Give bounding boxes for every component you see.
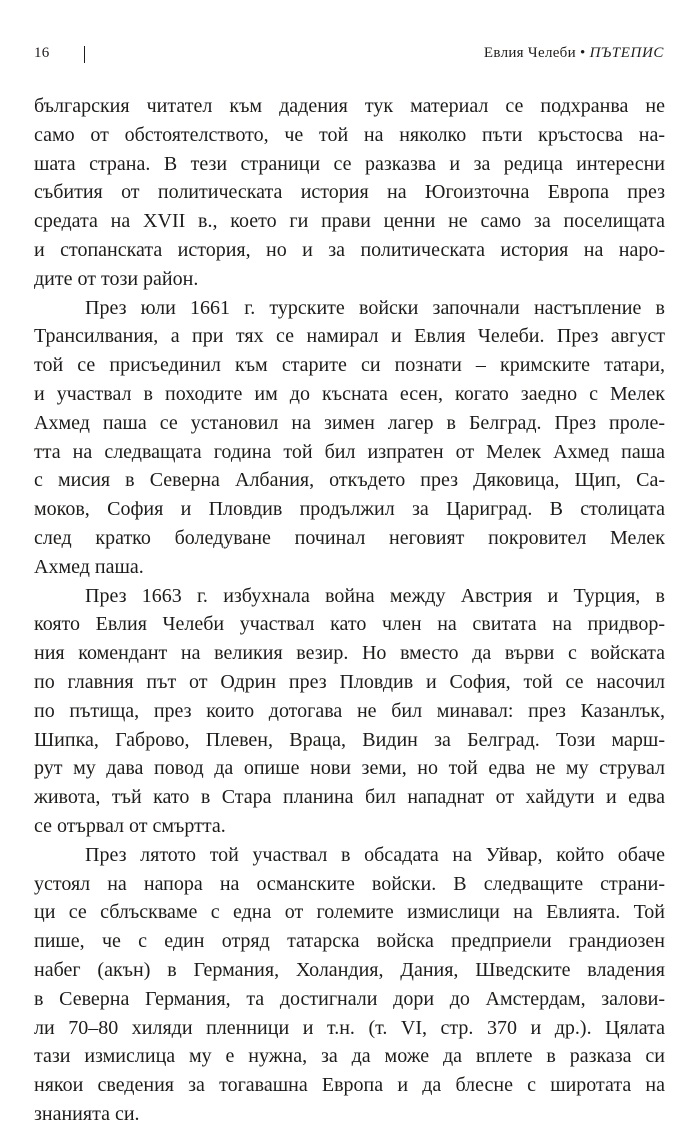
text-line: тази измислица му е нужна, за да може да вплете в разказа си	[34, 1045, 665, 1068]
header-divider	[84, 46, 85, 63]
text-line: ци се сблъскваме с една от големите измислици на Евлията. Той	[34, 901, 665, 924]
text-line: събития от политическата история на Югоизточна Европа през	[34, 181, 665, 204]
text-line: в Северна Германия, та достигнали дори до Амстердам, залови-	[34, 987, 665, 1010]
text-line: по пътища, през които дотогава не бил минавал: през Казанлък,	[34, 699, 665, 722]
author-name: Евлия Челеби	[483, 45, 576, 61]
text-line: живота, тъй като в Стара планина бил нападнат от хайдути и едва	[34, 786, 665, 809]
paragraph	[34, 841, 665, 1129]
text-line: пише, че с един отряд татарска войска предприели грандиозен	[34, 930, 665, 953]
text-line: шата страна. В тези страници се разказва и за редица интересни	[34, 152, 665, 175]
text-line: устоял на напора на османските войски. В следващите страни-	[34, 872, 665, 895]
page-number: 16	[34, 45, 50, 61]
text-line: ния комендант на великия везир. Но вместо да върви с войската	[34, 642, 665, 665]
text-line: тта на следващата година той бил изпратен от Мелек Ахмед паша	[34, 440, 665, 463]
text-line: Ахмед паша се установил на зимен лагер в Белград. През проле-	[34, 411, 665, 434]
text-line: През лятото той участвал в обсадата на Уйвар, който обаче	[85, 843, 665, 866]
text-line: някои сведения за тогавашна Европа и да блесне с широтата на	[34, 1074, 665, 1097]
text-line: и стопанската история, но и за политическата история на наро-	[34, 238, 665, 261]
text-line: Трансилвания, а при тях се намирал и Евлия Челеби. През август	[34, 325, 665, 348]
paragraph	[34, 582, 665, 841]
text-line: дите от този район.	[34, 267, 199, 290]
text-line: по главния път от Одрин през Пловдив и София, той се насочил	[34, 670, 665, 693]
text-line: с мисия в Северна Албания, откъдето през Дяковица, Щип, Са-	[34, 469, 665, 492]
running-title	[484, 45, 664, 62]
text-line: средата на XVII в., което ги прави ценни не само за поселищата	[34, 210, 665, 233]
text-line: той се присъединил към старите си познати – кримските татари,	[34, 354, 665, 377]
text-line: се отървал от смъртта.	[34, 814, 226, 837]
text-line: моков, София и Пловдив продължил за Цариград. В столицата	[34, 498, 665, 521]
text-line: Шипка, Габрово, Плевен, Враца, Видин за Белград. Този марш-	[34, 728, 665, 751]
text-line: само от обстоятелството, че той на няколко пъти кръстосва на-	[34, 123, 665, 146]
text-line: ли 70–80 хиляди пленници и т.н. (т. VI, стр. 370 и др.). Цялата	[34, 1016, 665, 1039]
text-line: През 1663 г. избухнала война между Австрия и Турция, в	[85, 584, 665, 607]
text-line: и участвал в походите им до късната есен, когато заедно с Мелек	[34, 382, 665, 405]
body-text	[34, 92, 665, 1129]
paragraph	[34, 294, 665, 582]
text-line: набег (акън) в Германия, Холандия, Дания, Шведските владения	[34, 958, 665, 981]
text-line: През юли 1661 г. турските войски започнали настъпление в	[85, 296, 665, 319]
text-line: която Евлия Челеби участвал като член на свитата на придвор-	[34, 613, 665, 636]
text-line: българския читател към дадения тук материал се подхранва не	[34, 95, 665, 117]
text-line: знанията си.	[34, 1102, 140, 1125]
running-header	[34, 45, 664, 73]
text-line: след кратко боледуване починал неговият покровител Мелек	[34, 526, 665, 549]
paragraph	[34, 92, 665, 294]
book-title: ПЪТЕПИС	[589, 45, 664, 61]
text-line: рут му дава повод да опише нови земи, но той едва не му струвал	[34, 757, 665, 780]
text-line: Ахмед паша.	[34, 555, 144, 578]
title-bullet: •	[580, 45, 586, 61]
